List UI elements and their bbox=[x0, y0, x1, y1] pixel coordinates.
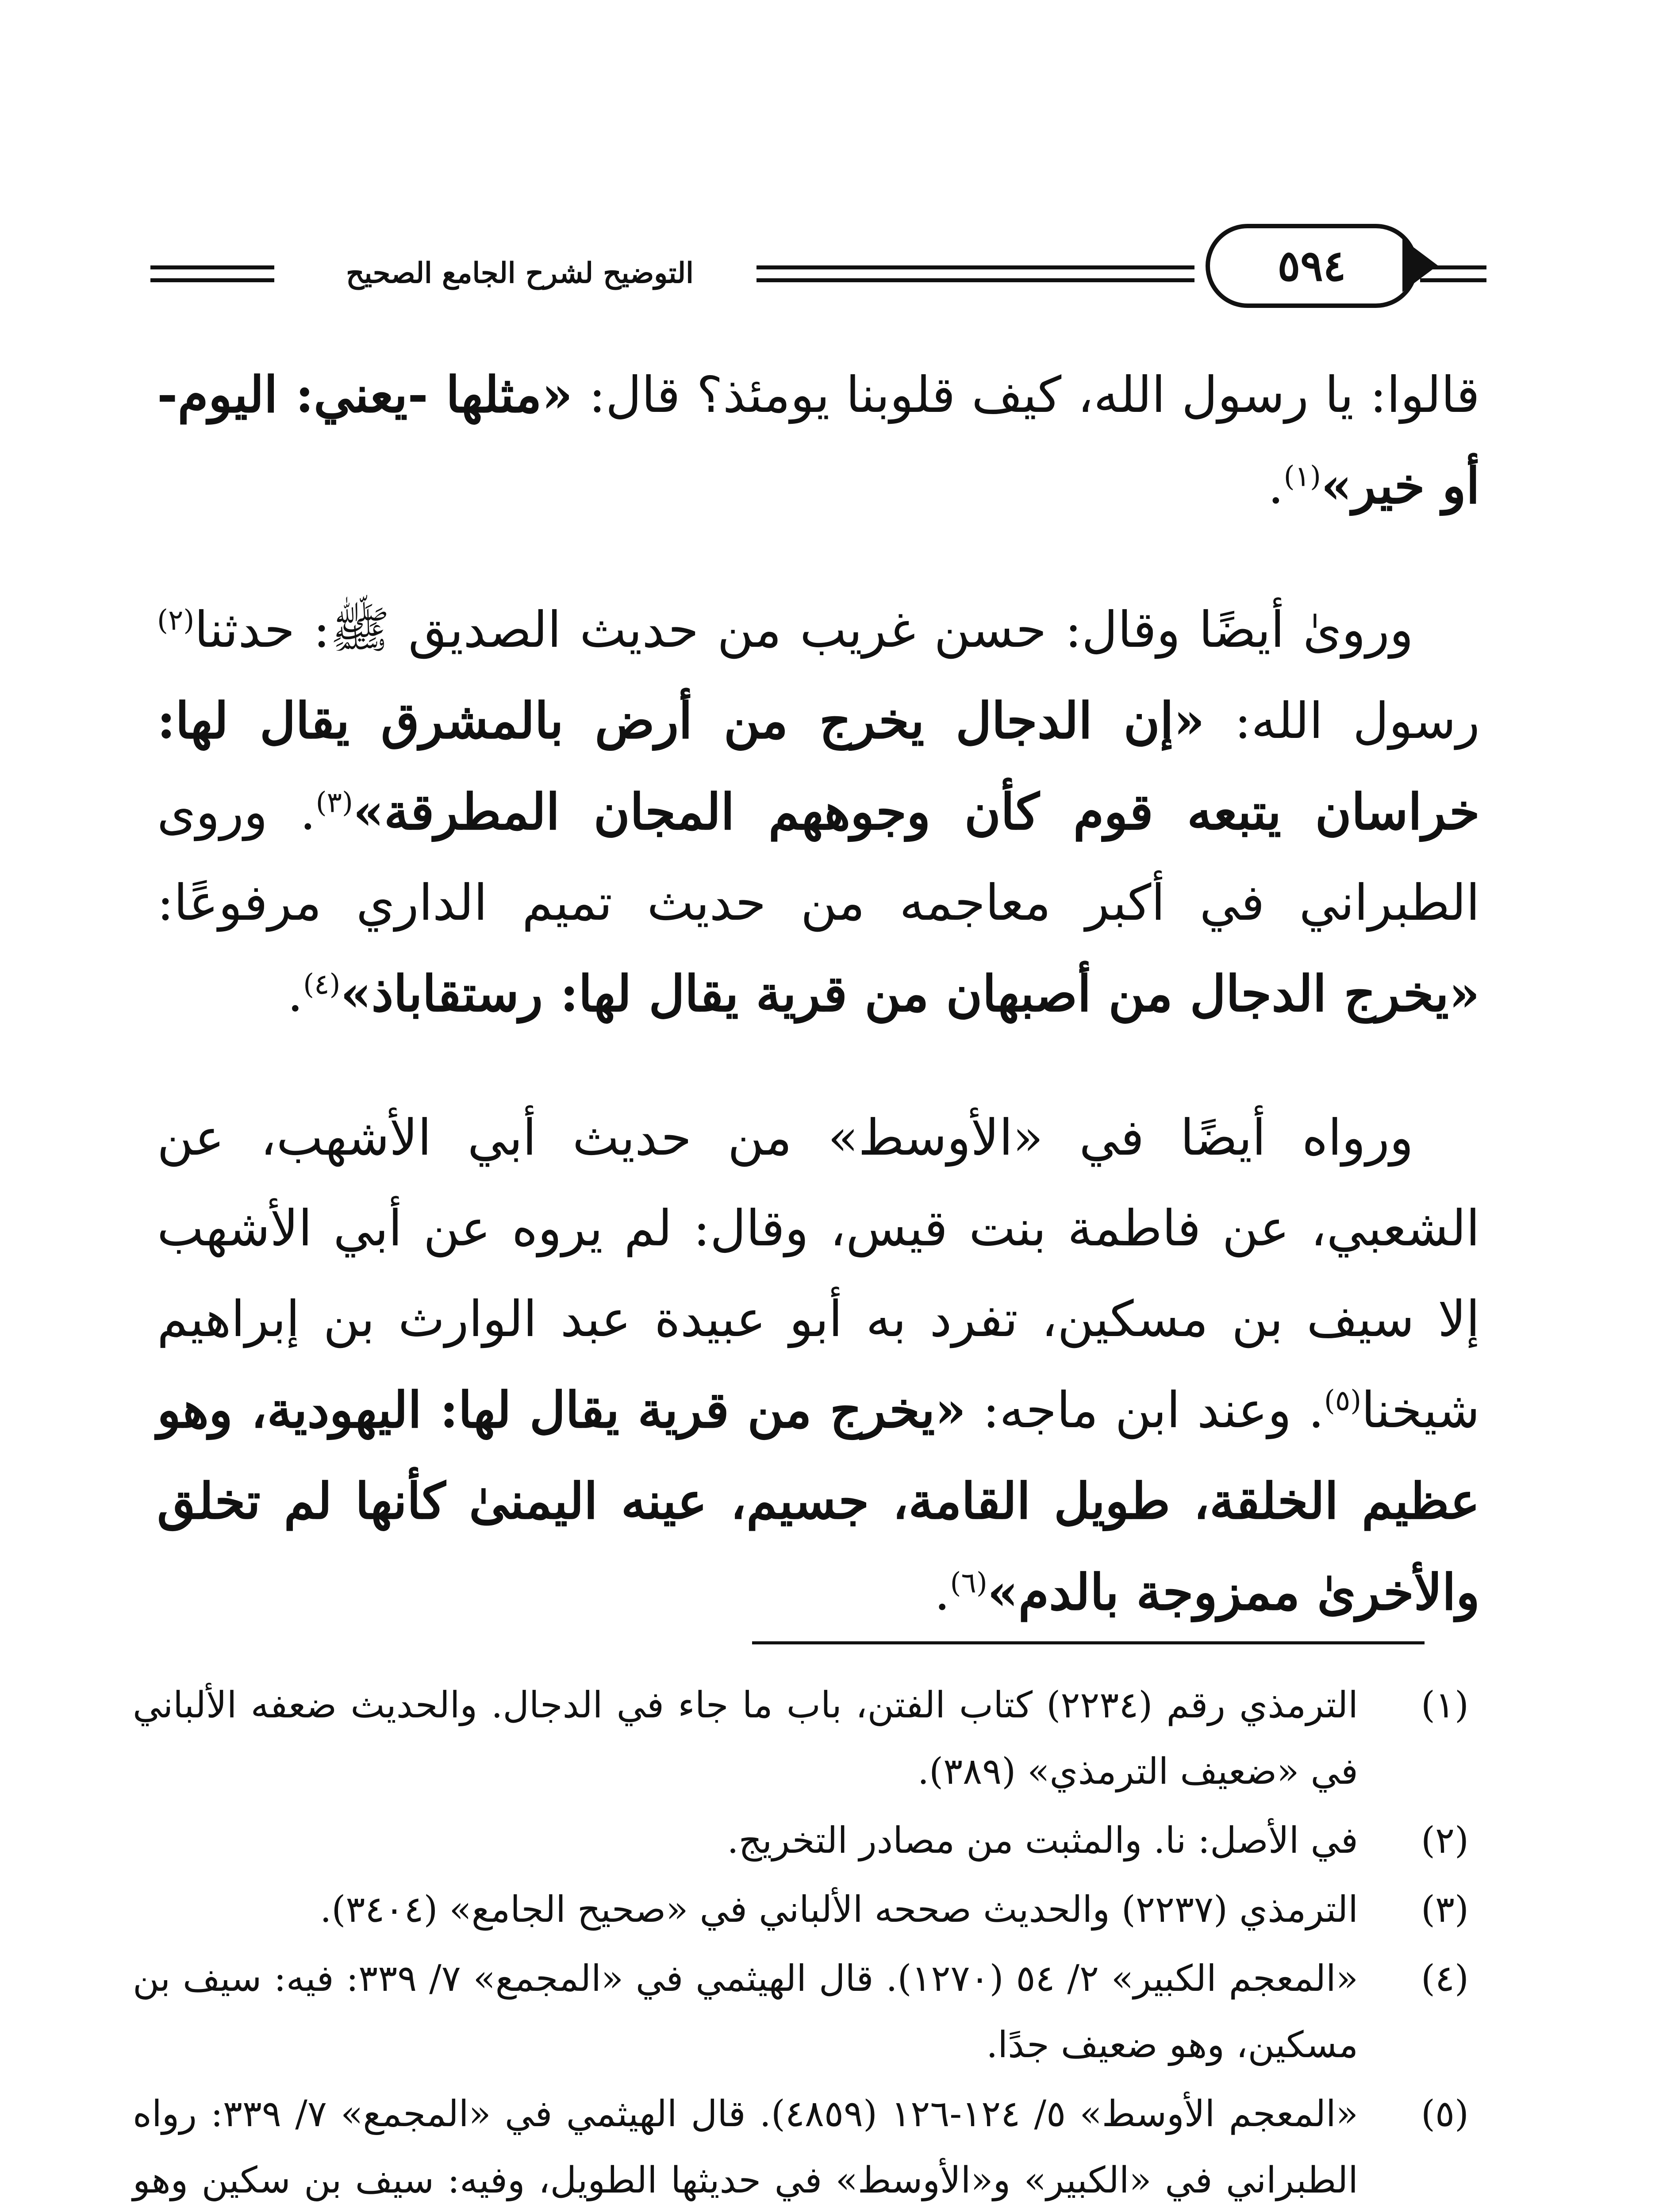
footnote-text: «المعجم الأوسط» ٥/ ١٢٤-١٢٦ (٤٨٥٩). قال الهيثمي في «المجمع» ٧/ ٣٣٩: رواه الطبراني في «الكبير» و«الأوسط» في حديثها الطويل، وفيه: سيف بن سكين وهو bbox=[133, 2093, 1358, 2201]
hadith-quote: «مثلها -يعني: اليوم- أو خير» bbox=[157, 366, 1480, 515]
text-run: رسول الله: bbox=[1205, 692, 1480, 750]
footnote-4 bbox=[133, 1946, 1482, 2078]
footnote-number: (٥) bbox=[1421, 2093, 1469, 2135]
text-run: . bbox=[287, 965, 303, 1023]
footnote-number: (١) bbox=[1421, 1684, 1469, 1726]
header-rule-left bbox=[150, 265, 274, 282]
footnote-text: «المعجم الكبير» ٢/ ٥٤ (١٢٧٠). قال الهيثمي في «المجمع» ٧/ ٣٣٩: فيه: سيف بن مسكين، وهو ضعيف جدًا. bbox=[133, 1958, 1358, 2066]
footnote-number: (٣) bbox=[1421, 1889, 1469, 1931]
footnote-3 bbox=[133, 1877, 1482, 1943]
text-run: قالوا: يا رسول الله، كيف قلوبنا يومئذ؟ قال: bbox=[572, 366, 1480, 424]
text-run: ورواه أيضًا في «الأوسط» من حديث أبي الأشهب، عن الشعبي، عن فاطمة بنت قيس، وقال: لم يروه عن أبي الأشهب إلا سيف بن مسكين، تفرد به أبو عبيدة عبد الوارث بن إبراهيم شيخنا bbox=[157, 1109, 1480, 1439]
text-run: . bbox=[934, 1564, 950, 1621]
footnote-number: (٢) bbox=[1421, 1820, 1469, 1862]
header-rule-right bbox=[1420, 265, 1486, 282]
footnote-text: الترمذي (٢٢٣٧) والحديث صححه الألباني في «صحيح الجامع» (٣٤٠٤). bbox=[320, 1889, 1358, 1931]
hadith-quote: «يخرج الدجال من أصبهان من قرية يقال لها: رستقاباذ» bbox=[340, 965, 1480, 1023]
page-number: ٥٩٤ bbox=[1206, 224, 1418, 308]
page-header bbox=[150, 221, 1486, 327]
footnote-ref-1: (١) bbox=[1283, 460, 1321, 493]
running-title: التوضيح لشرح الجامع الصحيح bbox=[346, 257, 694, 290]
header-rule-middle bbox=[757, 265, 1194, 282]
footnote-ref-5: (٥) bbox=[1324, 1384, 1362, 1417]
text-run: . bbox=[1268, 457, 1284, 515]
paragraph-2 bbox=[157, 585, 1480, 1040]
footnote-text: الترمذي رقم (٢٢٣٤) كتاب الفتن، باب ما جاء في الدجال. والحديث ضعفه الألباني في «ضعيف الترمذي» (٣٨٩). bbox=[133, 1684, 1358, 1793]
footnote-number: (٤) bbox=[1421, 1958, 1469, 2000]
footnote-text: في الأصل: نا. والمثبت من مصادر التخريج. bbox=[727, 1820, 1358, 1862]
paragraph-3 bbox=[157, 1093, 1480, 1638]
text-run: . وعند ابن ماجه: bbox=[966, 1382, 1324, 1439]
footnote-ref-2: (٢) bbox=[157, 604, 195, 637]
footnote-1 bbox=[133, 1672, 1482, 1805]
footnote-ref-3: (٣) bbox=[315, 786, 353, 819]
text-run: وروىٰ أيضًا وقال: حسن غريب من حديث الصديق ﷺ: حدثنا bbox=[194, 601, 1413, 659]
footnote-5 bbox=[133, 2081, 1482, 2212]
footnote-ref-4: (٤) bbox=[303, 968, 341, 1001]
paragraph-1 bbox=[157, 349, 1480, 532]
text-run: . وروى الطبراني في أكبر معاجمه من حديث تميم الداري مرفوعًا: bbox=[157, 783, 1480, 932]
main-text bbox=[157, 349, 1480, 1691]
footnote-separator bbox=[752, 1641, 1425, 1644]
hadith-quote: «يخرج من قرية يقال لها: اليهودية، وهو عظيم الخلقة، طويل القامة، جسيم، عينه اليمنىٰ كأنها لم تخلق والأخرىٰ ممزوجة بالدم» bbox=[157, 1381, 1480, 1621]
hadith-quote: «إن الدجال يخرج من أرض بالمشرق يقال لها: خراسان يتبعه قوم كأن وجوههم المجان المطرقة» bbox=[157, 692, 1480, 841]
footnote-ref-6: (٦) bbox=[950, 1567, 987, 1600]
footnotes bbox=[133, 1672, 1482, 2212]
footnote-2 bbox=[133, 1808, 1482, 1874]
